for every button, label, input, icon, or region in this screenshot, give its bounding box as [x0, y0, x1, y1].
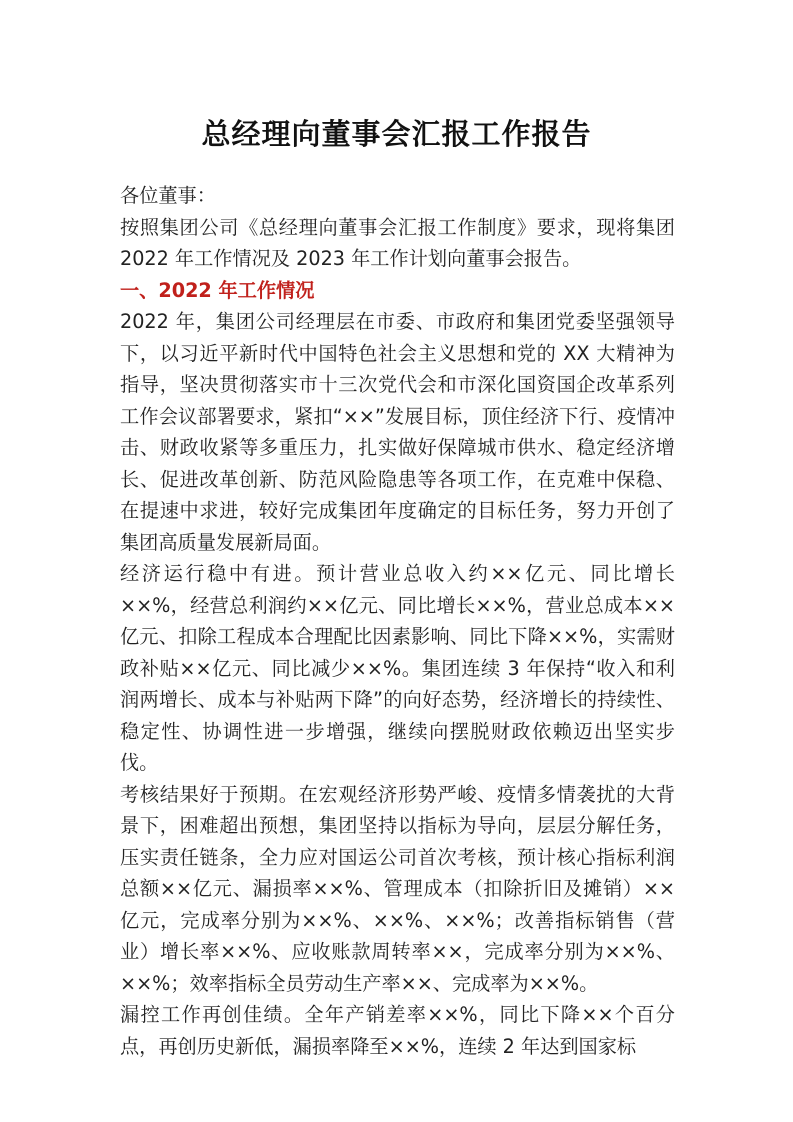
document-body [120, 180, 675, 1062]
section-heading: 一、2022 年工作情况 [120, 278, 315, 302]
paragraph-assessment: 考核结果好于预期。在宏观经济形势严峻、疫情多情袭扰的大背景下，困难超出预想，集团坚持以指标为导向，层层分解任务，压实责任链条，全力应对国运公司首次考核，预计核心指标利润总额××亿元、漏损率××%、管理成本（扣除折旧及摊销）××亿元，完成率分别为××%、××%、××%；改善指标销售（营业）增长率××%、应收账款周转率××，完成率分别为××%、××%；效率指标全员劳动生产率××、完成率为××%。 [120, 782, 675, 995]
paragraph-economy: 经济运行稳中有进。预计营业总收入约××亿元、同比增长××%，经营总利润约××亿元、同比增长××%，营业总成本××亿元、扣除工程成本合理配比因素影响、同比下降××%，实需财政补贴××亿元、同比减少××%。集团连续 3 年保持“收入和利润两增长、成本与补贴两下降”的向好态势，经济增长的持续性、稳定性、协调性进一步增强，继续向摆脱财政依赖迈出坚实步伐。 [120, 562, 675, 774]
salutation: 各位董事： [120, 184, 216, 207]
document-title: 总经理向董事会汇报工作报告 [201, 117, 592, 151]
paragraph-leak-control: 漏控工作再创佳绩。全年产销差率××%，同比下降××个百分点，再创历史新低，漏损率降至××%，连续 2 年达到国家标 [120, 1003, 675, 1058]
paragraph-overview: 2022 年，集团公司经理层在市委、市政府和集团党委坚强领导下，以习近平新时代中国特色社会主义思想和党的 XX 大精神为指导，坚决贯彻落实市十三次党代会和市深化国资国企改革系列工作会议部署要求，紧扣“××”发展目标，顶住经济下行、疫情冲击、财政收紧等多重压力，扎实做好保障城市供水、稳定经济增长、促进改革创新、防范风险隐患等各项工作，在克难中保稳、在提速中求进，较好完成集团年度确定的目标任务，努力开创了集团高质量发展新局面。 [120, 310, 675, 554]
intro-paragraph: 按照集团公司《总经理向董事会汇报工作制度》要求，现将集团 2022 年工作情况及 2023 年工作计划向董事会报告。 [120, 215, 675, 270]
